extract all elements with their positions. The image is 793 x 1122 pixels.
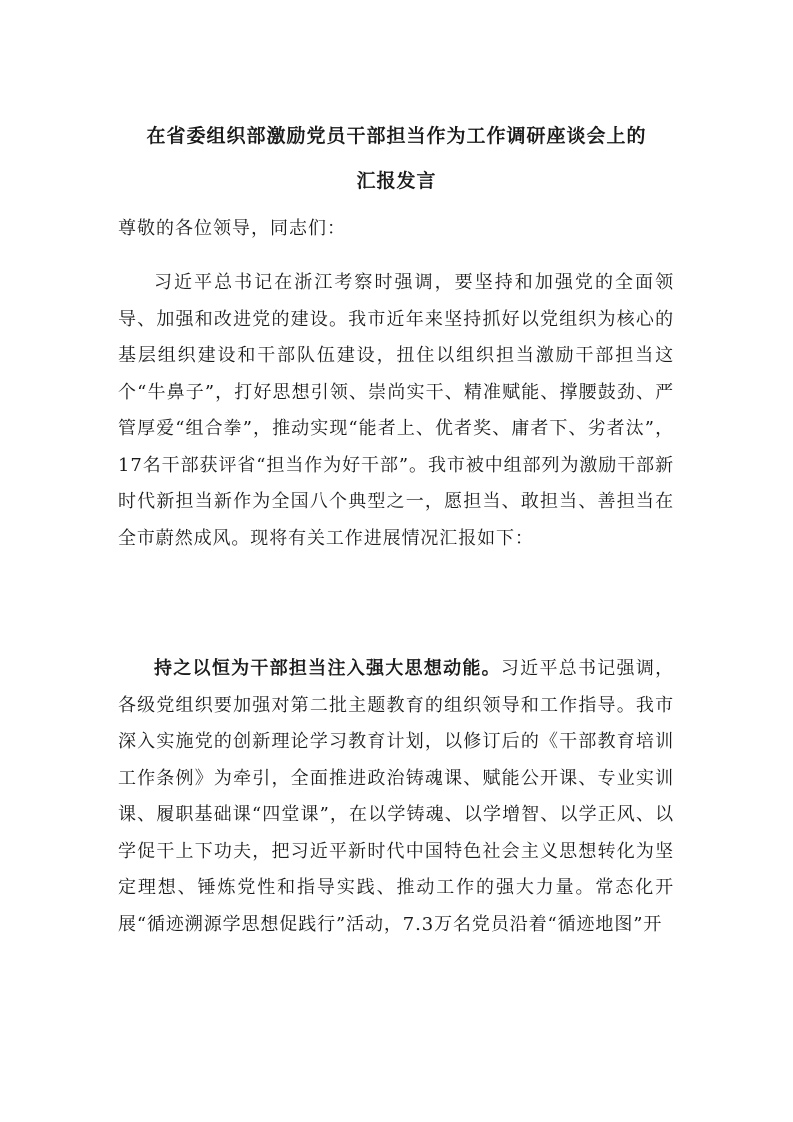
paragraph-intro: 习近平总书记在浙江考察时强调，要坚持和加强党的全面领导、加强和改进党的建设。我市近年来坚持抓好以党组织为核心的基层组织建设和干部队伍建设，扭住以组织担当激励干部担当这个“牛鼻子”，打好思想引领、崇尚实干、精准赋能、撑腰鼓劲、严管厚爱“组合拳”，推动实现“能者上、优者奖、庸者下、劣者汰”，17名干部获评省“担当作为好干部”。我市被中组部列为激励干部新时代新担当新作为全国八个典型之一，愿担当、敢担当、善担当在全市蔚然成风。现将有关工作进展情况汇报如下： [118,272,674,549]
section-body: 习近平总书记强调，各级党组织要加强对第二批主题教育的组织领导和工作指导。我市深入实施党的创新理论学习教育计划，以修订后的《干部教育培训工作条例》为牵引，全面推进政治铸魂课、赋能公开课、专业实训课、履职基础课“四堂课”，在以学铸魂、以学增智、以学正风、以学促干上下功夫，把习近平新时代中国特色社会主义思想转化为坚定理想、锤炼党性和指导实践、推动工作的强大力量。常态化开展“循迹溯源学思想促践行”活动，7.3万名党员沿着“循迹地图”开 [118,658,674,935]
paragraph-section-1 [118,651,674,943]
document-title-line-2: 汇报发言 [356,170,437,192]
section-heading-bold: 持之以恒为干部担当注入强大思想动能。 [154,658,501,679]
document-title-line-1: 在省委组织部激励党员干部担当作为工作调研座谈会上的 [146,125,647,147]
salutation: 尊敬的各位领导，同志们： [118,218,346,239]
